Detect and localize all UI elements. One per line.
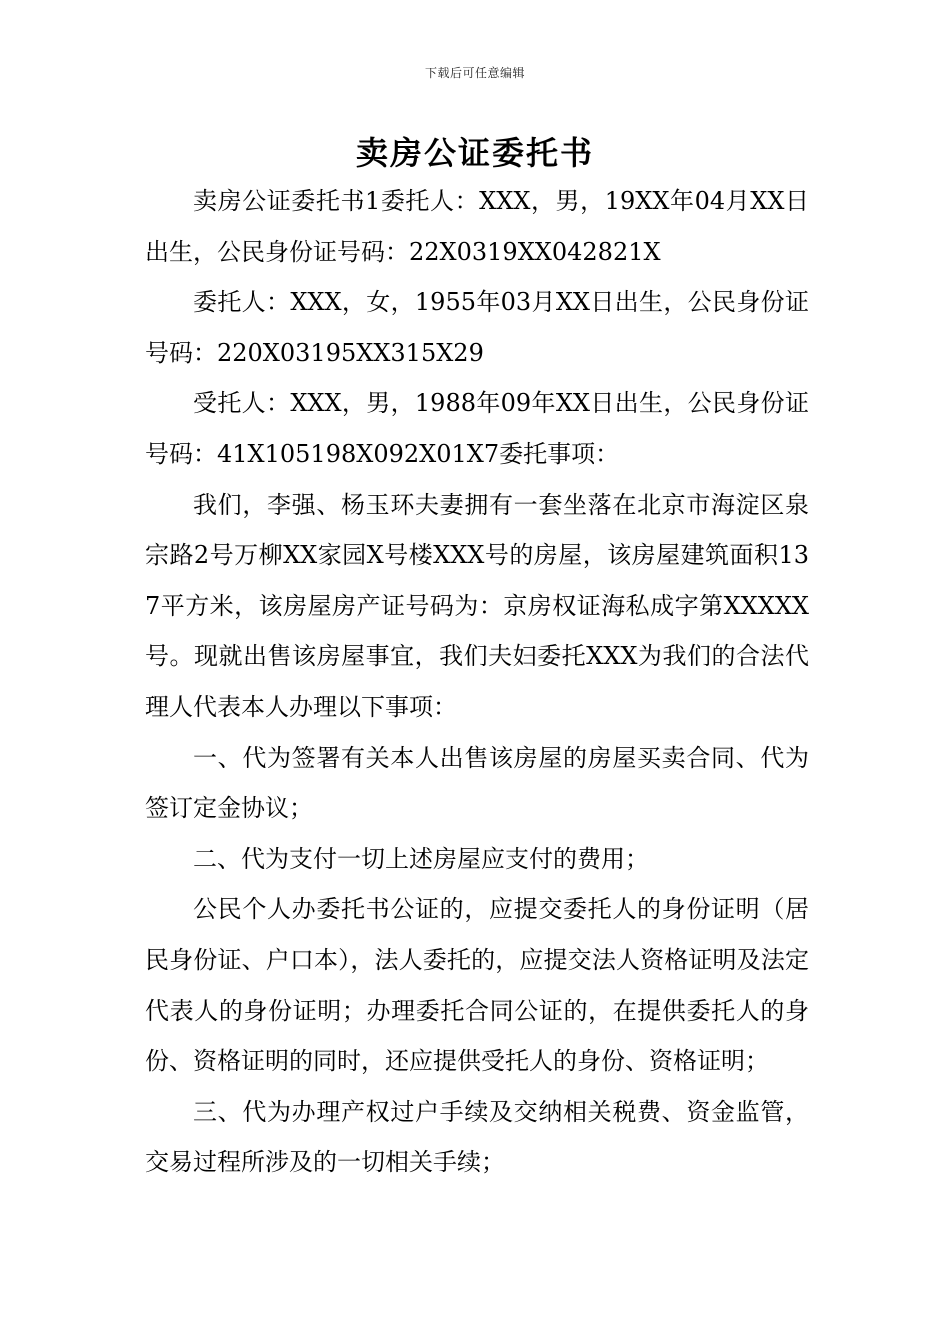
- paragraph-principal-1: 卖房公证委托书1委托人：XXX，男，19XX年04月XX日出生，公民身份证号码：22X0319XX042821X: [145, 187, 809, 266]
- document-body: [145, 176, 809, 1188]
- paragraph-item-1: 一、代为签署有关本人出售该房屋的房屋买卖合同、代为签订定金协议；: [145, 743, 809, 823]
- paragraph-item-3: 三、代为办理产权过户手续及交纳相关税费、资金监管，交易过程所涉及的一切相关手续；: [145, 1097, 809, 1177]
- header-note: 下载后可任意编辑: [424, 66, 525, 80]
- paragraph-notarization-note: 公民个人办委托书公证的，应提交委托人的身份证明（居民身份证、户口本），法人委托的，应提交法人资格证明及法定代表人的身份证明；办理委托合同公证的，在提供委托人的身份、资格证明的同时，还应提供受托人的身份、资格证明；: [145, 895, 809, 1076]
- document-title: 卖房公证委托书: [355, 134, 594, 172]
- paragraph-principal-2: 委托人：XXX，女，1955年03月XX日出生，公民身份证号码：220X03195XX315X29: [145, 288, 809, 367]
- paragraph-agent: 受托人：XXX，男，1988年09年XX日出生，公民身份证号码：41X105198X092X01X7委托事项：: [145, 389, 809, 468]
- paragraph-property-description: 我们，李强、杨玉环夫妻拥有一套坐落在北京市海淀区泉宗路2号万柳XX家园X号楼XXX号的房屋，该房屋建筑面积137平方米，该房屋房产证号码为：京房权证海私成字第XXXXX号。现就出售该房屋事宜，我们夫妇委托XXX为我们的合法代理人代表本人办理以下事项：: [145, 490, 809, 721]
- paragraph-item-2: 二、代为支付一切上述房屋应支付的费用；: [193, 844, 649, 873]
